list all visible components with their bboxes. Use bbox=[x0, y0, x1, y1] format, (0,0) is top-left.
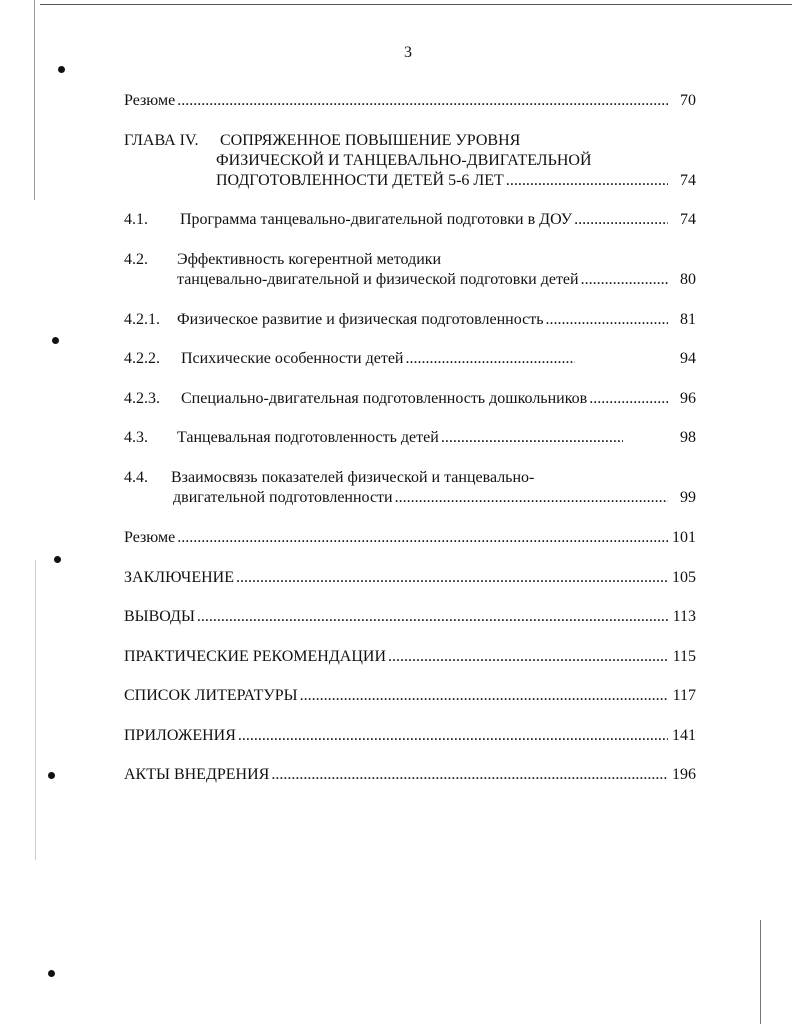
toc-title: Специально-двигательная подготовленность дошкольников bbox=[181, 390, 588, 407]
toc-entry-acts bbox=[124, 765, 696, 785]
toc-page: 94 bbox=[680, 350, 696, 367]
scan-edge-top bbox=[40, 4, 792, 5]
chapter-title-line1: СОПРЯЖЕННОЕ ПОВЫШЕНИЕ УРОВНЯ bbox=[220, 132, 521, 149]
toc-entry-recommendations bbox=[124, 647, 696, 667]
punch-hole-mark bbox=[48, 970, 55, 977]
toc-entry-conclusion bbox=[124, 568, 696, 588]
dot-leader bbox=[589, 389, 668, 409]
chapter-title-line2: ФИЗИЧЕСКОЙ И ТАНЦЕВАЛЬНО-ДВИГАТЕЛЬНОЙ bbox=[216, 152, 592, 169]
section-number: 4.2.2. bbox=[124, 350, 160, 367]
toc-title: Резюме bbox=[124, 92, 176, 109]
toc-title: Программа танцевально-двигательной подготовки в ДОУ bbox=[180, 211, 573, 228]
dot-leader bbox=[197, 607, 668, 627]
chapter-title-line3: ПОДГОТОВЛЕННОСТИ ДЕТЕЙ 5-6 ЛЕТ bbox=[216, 172, 504, 189]
section-number: 4.3. bbox=[124, 429, 148, 446]
scan-edge-right bbox=[760, 920, 761, 1024]
toc-title-line2: двигательной подготовленности bbox=[173, 489, 393, 506]
toc-section-4-2-1 bbox=[124, 310, 696, 330]
dot-leader bbox=[441, 428, 623, 448]
toc-page: 81 bbox=[680, 311, 696, 328]
section-number: 4.4. bbox=[124, 469, 148, 486]
toc-title: Физическое развитие и физическая подготовленность bbox=[177, 311, 544, 328]
toc-page: 101 bbox=[672, 529, 696, 546]
dot-leader bbox=[405, 349, 575, 369]
toc-title: Психические особенности детей bbox=[181, 350, 404, 367]
dot-leader bbox=[506, 171, 668, 191]
toc-section-4-3 bbox=[124, 428, 696, 448]
punch-hole-mark bbox=[58, 66, 65, 73]
toc-title: АКТЫ ВНЕДРЕНИЯ bbox=[124, 766, 270, 783]
punch-hole-mark bbox=[48, 772, 55, 779]
dot-leader bbox=[236, 568, 668, 588]
toc-title: Резюме bbox=[124, 529, 176, 546]
toc-section-4-2 bbox=[124, 250, 696, 290]
toc-page: 196 bbox=[672, 766, 696, 783]
section-number: 4.2. bbox=[124, 251, 148, 268]
dot-leader bbox=[238, 726, 668, 746]
toc-page: 117 bbox=[672, 687, 696, 704]
toc-page: 70 bbox=[680, 92, 696, 109]
toc-page: 141 bbox=[672, 727, 696, 744]
toc-entry-references bbox=[124, 686, 696, 706]
toc-chapter-4 bbox=[124, 131, 696, 191]
toc-page: 98 bbox=[680, 429, 696, 446]
section-number: 4.2.3. bbox=[124, 390, 160, 407]
toc-page: 74 bbox=[680, 172, 696, 189]
toc-section-4-1 bbox=[124, 210, 696, 230]
toc-title: ЗАКЛЮЧЕНИЕ bbox=[124, 569, 234, 586]
scan-edge-left-lower bbox=[35, 560, 36, 860]
dot-leader bbox=[177, 528, 668, 548]
dot-leader bbox=[177, 91, 668, 111]
toc-page: 74 bbox=[680, 211, 696, 228]
toc-entry-resume bbox=[124, 91, 696, 111]
toc-page: 115 bbox=[672, 648, 696, 665]
toc-title: ПРИЛОЖЕНИЯ bbox=[124, 727, 236, 744]
dot-leader bbox=[546, 310, 668, 330]
toc-section-4-4 bbox=[124, 468, 696, 508]
toc-page: 105 bbox=[672, 569, 696, 586]
dot-leader bbox=[574, 210, 668, 230]
toc-title-line2: танцевально-двигательной и физической подготовки детей bbox=[177, 271, 579, 288]
scan-edge-left bbox=[34, 0, 35, 200]
toc-title: ПРАКТИЧЕСКИЕ РЕКОМЕНДАЦИИ bbox=[124, 648, 386, 665]
toc-section-4-2-3 bbox=[124, 389, 696, 409]
toc-title-line1: Взаимосвязь показателей физической и танцевально- bbox=[171, 469, 535, 486]
toc-entry-findings bbox=[124, 607, 696, 627]
page-number: 3 bbox=[404, 44, 412, 61]
dot-leader bbox=[581, 270, 668, 290]
section-number: 4.1. bbox=[124, 211, 148, 228]
toc-page: 80 bbox=[680, 271, 696, 288]
dot-leader bbox=[395, 488, 668, 508]
toc-entry-resume-2 bbox=[124, 528, 696, 548]
toc-page: 96 bbox=[680, 390, 696, 407]
toc-page: 99 bbox=[680, 489, 696, 506]
toc-title: СПИСОК ЛИТЕРАТУРЫ bbox=[124, 687, 298, 704]
dot-leader bbox=[300, 686, 668, 706]
toc-page: 113 bbox=[672, 608, 696, 625]
dot-leader bbox=[388, 647, 668, 667]
chapter-label: ГЛАВА IV. bbox=[124, 132, 199, 149]
toc-title-line1: Эффективность когерентной методики bbox=[177, 251, 442, 268]
section-number: 4.2.1. bbox=[124, 311, 160, 328]
toc-section-4-2-2 bbox=[124, 349, 696, 369]
punch-hole-mark bbox=[52, 337, 59, 344]
punch-hole-mark bbox=[54, 556, 61, 563]
toc-title: Танцевальная подготовленность детей bbox=[177, 429, 439, 446]
toc-title: ВЫВОДЫ bbox=[124, 608, 195, 625]
dot-leader bbox=[271, 765, 668, 785]
toc-entry-appendices bbox=[124, 726, 696, 746]
